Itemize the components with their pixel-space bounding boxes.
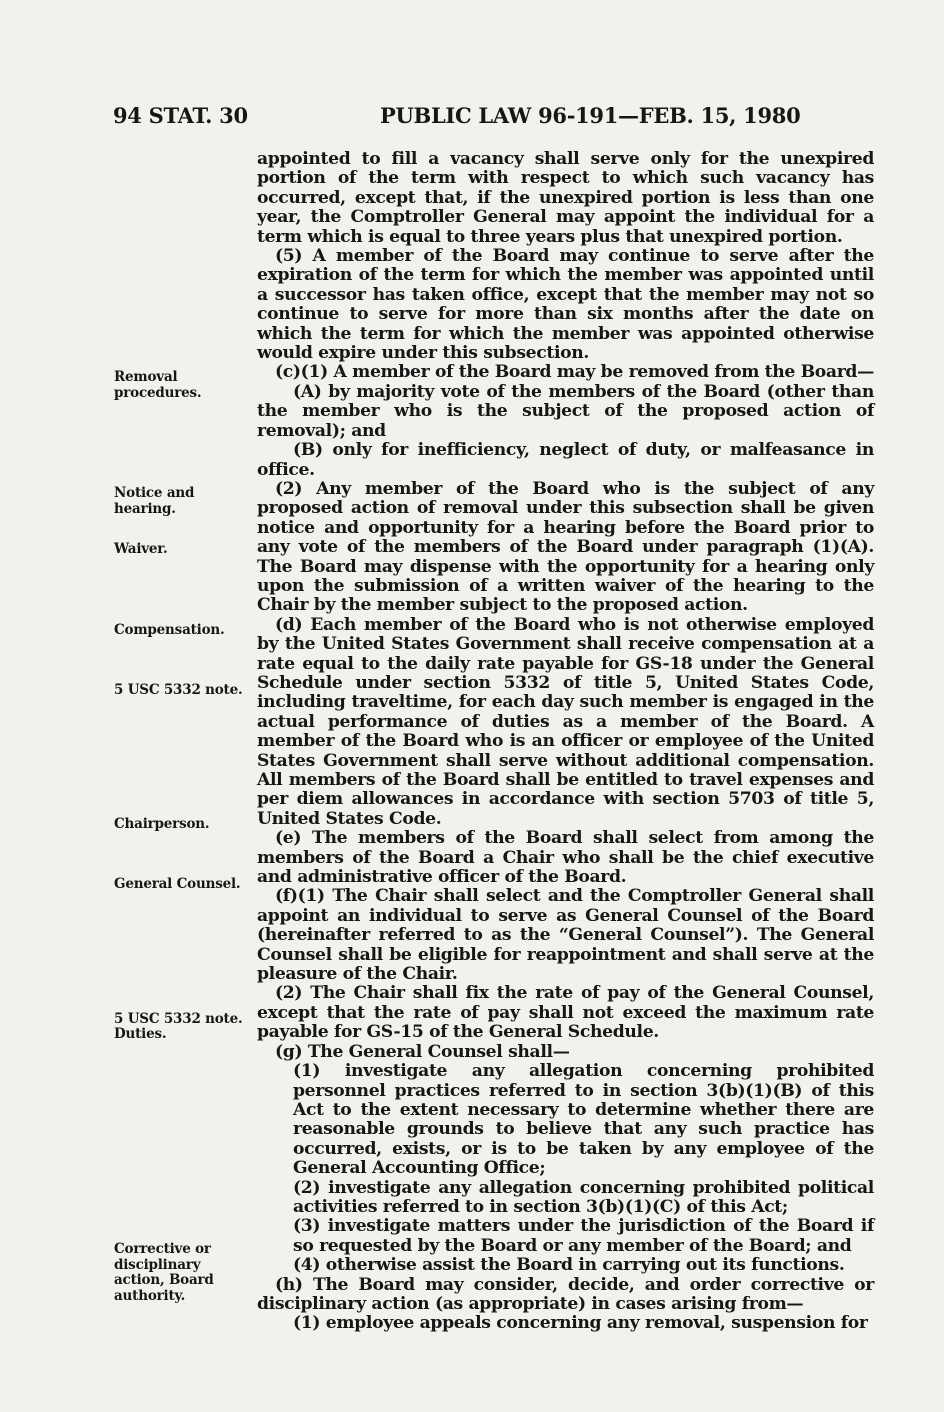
paragraph-g4: (4) otherwise assist the Board in carrying out its functions. (293, 1255, 845, 1276)
paragraph-e: (e) The members of the Board shall select from among the members of the Board a Chair who shall be the chief executive and administrative officer of the Board. (257, 828, 874, 888)
paragraph-g2: (2) investigate any allegation concerning prohibited political activities referred to in section 3(b)(1)(C) of this Act; (293, 1177, 874, 1217)
margin-note-usc-citation-2: 5 USC 5332 note. (114, 1011, 243, 1027)
paragraph-h: (h) The Board may consider, decide, and order corrective or disciplinary action (as appropriate) in cases arising from— (257, 1274, 874, 1314)
paragraph-h1: (1) employee appeals concerning any removal, suspension for (293, 1313, 868, 1334)
statute-body (257, 150, 874, 1334)
margin-note-usc-citation: 5 USC 5332 note. (114, 682, 243, 698)
margin-note-compensation: Compensation. (114, 622, 225, 638)
margin-note-notice-hearing: Notice and hearing. (114, 485, 195, 517)
paragraph-c2: (2) Any member of the Board who is the subject of any proposed action of removal under this subsection shall be given notice and opportunity for a hearing before the Board prior to any vote of the members of the Board under paragraph (1)(A). The Board may dispense with the opportunity for a hearing only upon the submission of a written waiver of the hearing to the Chair by the member subject to the proposed action. (257, 478, 874, 616)
margin-note-general-counsel: General Counsel. (114, 876, 241, 892)
paragraph-5: (5) A member of the Board may continue to serve after the expiration of the term for which the member was appointed until a successor has taken office, except that the member may not so continue to serve for more than six months after the date on which the term for which the member was appointed otherwise would expire under this subsection. (257, 246, 874, 364)
paragraph-g: (g) The General Counsel shall— (275, 1041, 570, 1062)
paragraph-c1-a: (A) by majority vote of the members of the Board (other than the member who is the subject of the proposed action of removal); and (257, 381, 874, 441)
paragraph-g1: (1) investigate any allegation concerning prohibited personnel practices referred to in section 3(b)(1)(B) of this Act to the extent necessary to determine whether there are reasonable grounds to believe that any such practice has occurred, exists, or is to be taken by any employee of the General Accounting Office; (293, 1061, 874, 1179)
paragraph-d: (d) Each member of the Board who is not otherwise employed by the United States Government shall receive compensation at a rate equal to the daily rate payable for GS-18 under the General Schedule under section 5332 of title 5, United States Code, including traveltime, for each day such member is engaged in the actual performance of duties as a member of the Board. A member of the Board who is an officer or employee of the United States Government shall serve without additional compensation. All members of the Board shall be entitled to travel expenses and per diem allowances in accordance with section 5703 of title 5, United States Code. (257, 614, 874, 829)
margin-note-chairperson: Chairperson. (114, 816, 210, 832)
paragraph-g3: (3) investigate matters under the jurisdiction of the Board if so requested by the Board or any member of the Board; and (293, 1216, 874, 1256)
paragraph-c1: (c)(1) A member of the Board may be removed from the Board— (275, 362, 874, 383)
paragraph-f1: (f)(1) The Chair shall select and the Comptroller General shall appoint an individual to serve as General Counsel of the Board (hereinafter referred to as the “General Counsel”). The General Counsel shall be eligible for reappointment and shall serve at the pleasure of the Chair. (257, 886, 874, 985)
running-title: PUBLIC LAW 96-191—FEB. 15, 1980 (380, 103, 801, 128)
margin-note-waiver: Waiver. (114, 541, 168, 557)
margin-note-duties: Duties. (114, 1026, 167, 1042)
page-number: 94 STAT. 30 (113, 103, 248, 128)
paragraph-c1-b: (B) only for inefficiency, neglect of duty, or malfeasance in office. (257, 440, 874, 480)
margin-note-corrective-action: Corrective or disciplinary action, Board authority. (114, 1241, 214, 1304)
paragraph-vacancy: appointed to fill a vacancy shall serve only for the unexpired portion of the term with respect to which such vacancy has occurred, except that, if the unexpired portion is less than one year, the Comptroller General may appoint the individual for a term which is equal to three years plus that unexpired portion. (257, 149, 874, 247)
paragraph-f2: (2) The Chair shall fix the rate of pay of the General Counsel, except that the rate of pay shall not exceed the maximum rate payable for GS-15 of the General Schedule. (257, 983, 874, 1043)
margin-note-removal: Removal procedures. (114, 369, 202, 401)
